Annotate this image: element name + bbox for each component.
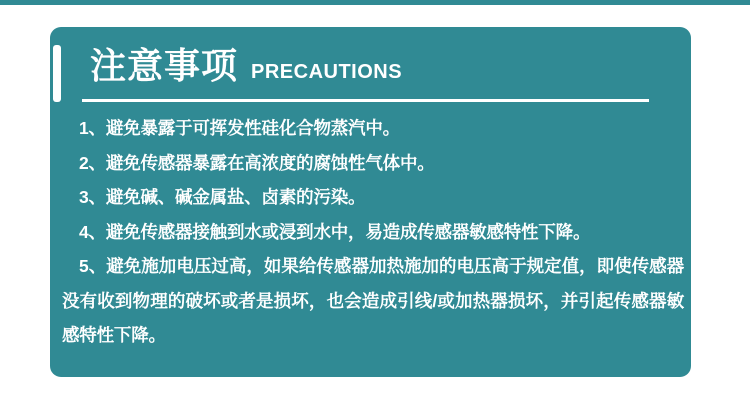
precautions-card (50, 27, 691, 377)
item-text: 避免传感器接触到水或浸到水中，易造成传感器敏感特性下降。 (105, 221, 591, 242)
precaution-item-3 (62, 180, 684, 215)
item-number: 5、 (79, 256, 107, 276)
precaution-item-4 (62, 215, 684, 250)
page-title: 注意事项 (90, 45, 239, 86)
precaution-item-5 (62, 249, 684, 353)
item-number: 3、 (79, 187, 106, 207)
item-number: 2、 (79, 152, 106, 173)
precaution-item-1 (62, 111, 684, 146)
top-strip (0, 0, 750, 5)
item-number: 1、 (79, 118, 106, 138)
card-header (90, 43, 402, 88)
precautions-list (62, 111, 684, 353)
item-text: 避免施加电压过高，如果给传感器加热施加的电压高于规定值，即使传感器没有收到物理的破坏或者是损坏，也会造成引线/或加热器损坏，并引起传感器敏感特性下降。 (62, 256, 684, 345)
item-text: 避免传感器暴露在高浓度的腐蚀性气体中。 (105, 152, 435, 173)
precaution-item-2 (62, 146, 684, 181)
title-divider (82, 99, 649, 102)
accent-bar (53, 45, 61, 102)
item-text: 避免碱、碱金属盐、卤素的污染。 (105, 187, 366, 207)
item-number: 4、 (79, 221, 106, 242)
page-subtitle: PRECAUTIONS (251, 61, 403, 83)
item-text: 避免暴露于可挥发性硅化合物蒸汽中。 (105, 118, 400, 138)
